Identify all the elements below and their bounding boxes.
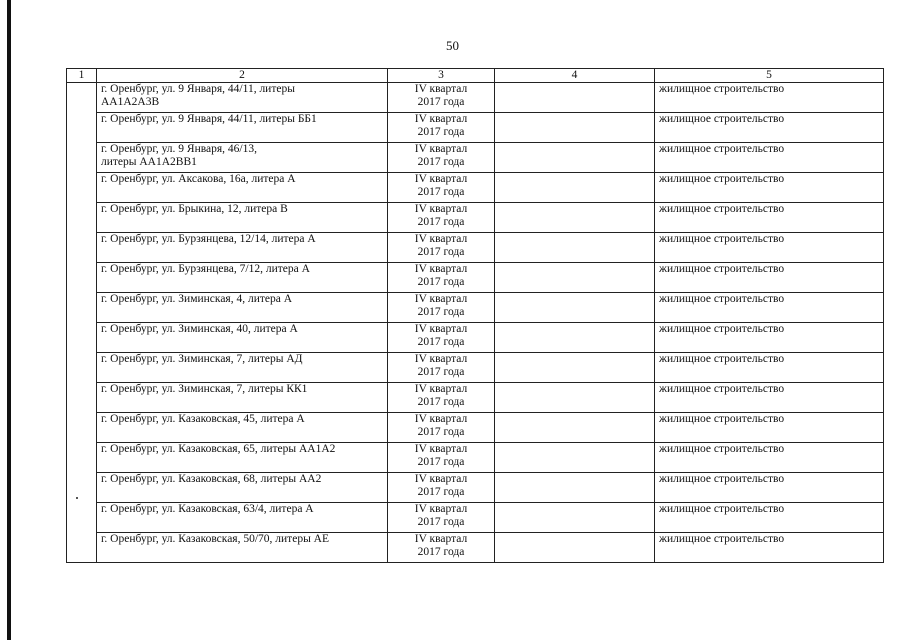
row-number-cell (67, 83, 97, 563)
purpose-cell: жилищное строительство (655, 233, 884, 263)
column-header-5: 5 (655, 69, 884, 83)
column-header-4: 4 (495, 69, 655, 83)
land-plots-table (66, 68, 884, 563)
purpose-cell: жилищное строительство (655, 383, 884, 413)
address-cell: г. Оренбург, ул. Бурзянцева, 7/12, литера А (97, 263, 388, 293)
empty-cell (495, 383, 655, 413)
address-cell: г. Оренбург, ул. Аксакова, 16а, литера А (97, 173, 388, 203)
period-cell: IV квартал 2017 года (388, 83, 495, 113)
empty-cell (495, 473, 655, 503)
period-cell: IV квартал 2017 года (388, 443, 495, 473)
address-cell: г. Оренбург, ул. Казаковская, 50/70, литеры АЕ (97, 533, 388, 563)
address-cell: г. Оренбург, ул. Казаковская, 68, литеры АА2 (97, 473, 388, 503)
period-cell: IV квартал 2017 года (388, 323, 495, 353)
page-number: 50 (446, 38, 459, 53)
empty-cell (495, 263, 655, 293)
empty-cell (495, 293, 655, 323)
period-cell: IV квартал 2017 года (388, 473, 495, 503)
table-row (67, 83, 884, 113)
address-cell: г. Оренбург, ул. Зиминская, 7, литеры АД (97, 353, 388, 383)
address-cell: г. Оренбург, ул. Бурзянцева, 12/14, литера А (97, 233, 388, 263)
empty-cell (495, 113, 655, 143)
purpose-cell: жилищное строительство (655, 263, 884, 293)
address-cell: г. Оренбург, ул. Казаковская, 65, литеры АА1А2 (97, 443, 388, 473)
page-edge-bar (7, 0, 11, 640)
empty-cell (495, 533, 655, 563)
column-header-2: 2 (97, 69, 388, 83)
empty-cell (495, 443, 655, 473)
period-cell: IV квартал 2017 года (388, 503, 495, 533)
purpose-cell: жилищное строительство (655, 113, 884, 143)
empty-cell (495, 83, 655, 113)
table-row (67, 473, 884, 503)
table-row (67, 413, 884, 443)
empty-cell (495, 233, 655, 263)
table-row (67, 323, 884, 353)
purpose-cell: жилищное строительство (655, 293, 884, 323)
table-row (67, 353, 884, 383)
table-row (67, 503, 884, 533)
period-cell: IV квартал 2017 года (388, 203, 495, 233)
period-cell: IV квартал 2017 года (388, 293, 495, 323)
purpose-cell: жилищное строительство (655, 503, 884, 533)
table-row (67, 113, 884, 143)
table-row (67, 203, 884, 233)
address-cell: г. Оренбург, ул. 9 Января, 46/13, литеры АА1А2ВВ1 (97, 143, 388, 173)
empty-cell (495, 173, 655, 203)
column-header-1: 1 (67, 69, 97, 83)
purpose-cell: жилищное строительство (655, 83, 884, 113)
purpose-cell: жилищное строительство (655, 413, 884, 443)
period-cell: IV квартал 2017 года (388, 533, 495, 563)
period-cell: IV квартал 2017 года (388, 173, 495, 203)
empty-cell (495, 143, 655, 173)
table-row (67, 383, 884, 413)
purpose-cell: жилищное строительство (655, 473, 884, 503)
table-body (67, 83, 884, 563)
empty-cell (495, 503, 655, 533)
address-cell: г. Оренбург, ул. Казаковская, 63/4, литера А (97, 503, 388, 533)
address-cell: г. Оренбург, ул. Брыкина, 12, литера В (97, 203, 388, 233)
period-cell: IV квартал 2017 года (388, 413, 495, 443)
address-cell: г. Оренбург, ул. Зиминская, 40, литера А (97, 323, 388, 353)
purpose-cell: жилищное строительство (655, 323, 884, 353)
purpose-cell: жилищное строительство (655, 353, 884, 383)
empty-cell (495, 323, 655, 353)
period-cell: IV квартал 2017 года (388, 113, 495, 143)
empty-cell (495, 203, 655, 233)
address-cell: г. Оренбург, ул. Зиминская, 4, литера А (97, 293, 388, 323)
period-cell: IV квартал 2017 года (388, 383, 495, 413)
purpose-cell: жилищное строительство (655, 143, 884, 173)
period-cell: IV квартал 2017 года (388, 233, 495, 263)
table-row (67, 143, 884, 173)
address-cell: г. Оренбург, ул. 9 Января, 44/11, литеры ББ1 (97, 113, 388, 143)
table-row (67, 293, 884, 323)
purpose-cell: жилищное строительство (655, 443, 884, 473)
table-row (67, 533, 884, 563)
address-cell: г. Оренбург, ул. Казаковская, 45, литера А (97, 413, 388, 443)
table-row (67, 263, 884, 293)
column-header-3: 3 (388, 69, 495, 83)
purpose-cell: жилищное строительство (655, 533, 884, 563)
table-row (67, 233, 884, 263)
empty-cell (495, 413, 655, 443)
purpose-cell: жилищное строительство (655, 173, 884, 203)
table-row (67, 173, 884, 203)
address-cell: г. Оренбург, ул. Зиминская, 7, литеры КК1 (97, 383, 388, 413)
period-cell: IV квартал 2017 года (388, 353, 495, 383)
purpose-cell: жилищное строительство (655, 203, 884, 233)
address-cell: г. Оренбург, ул. 9 Января, 44/11, литеры АА1А2А3В (97, 83, 388, 113)
period-cell: IV квартал 2017 года (388, 263, 495, 293)
period-cell: IV квартал 2017 года (388, 143, 495, 173)
empty-cell (495, 353, 655, 383)
table-header-row (67, 69, 884, 83)
table-row (67, 443, 884, 473)
